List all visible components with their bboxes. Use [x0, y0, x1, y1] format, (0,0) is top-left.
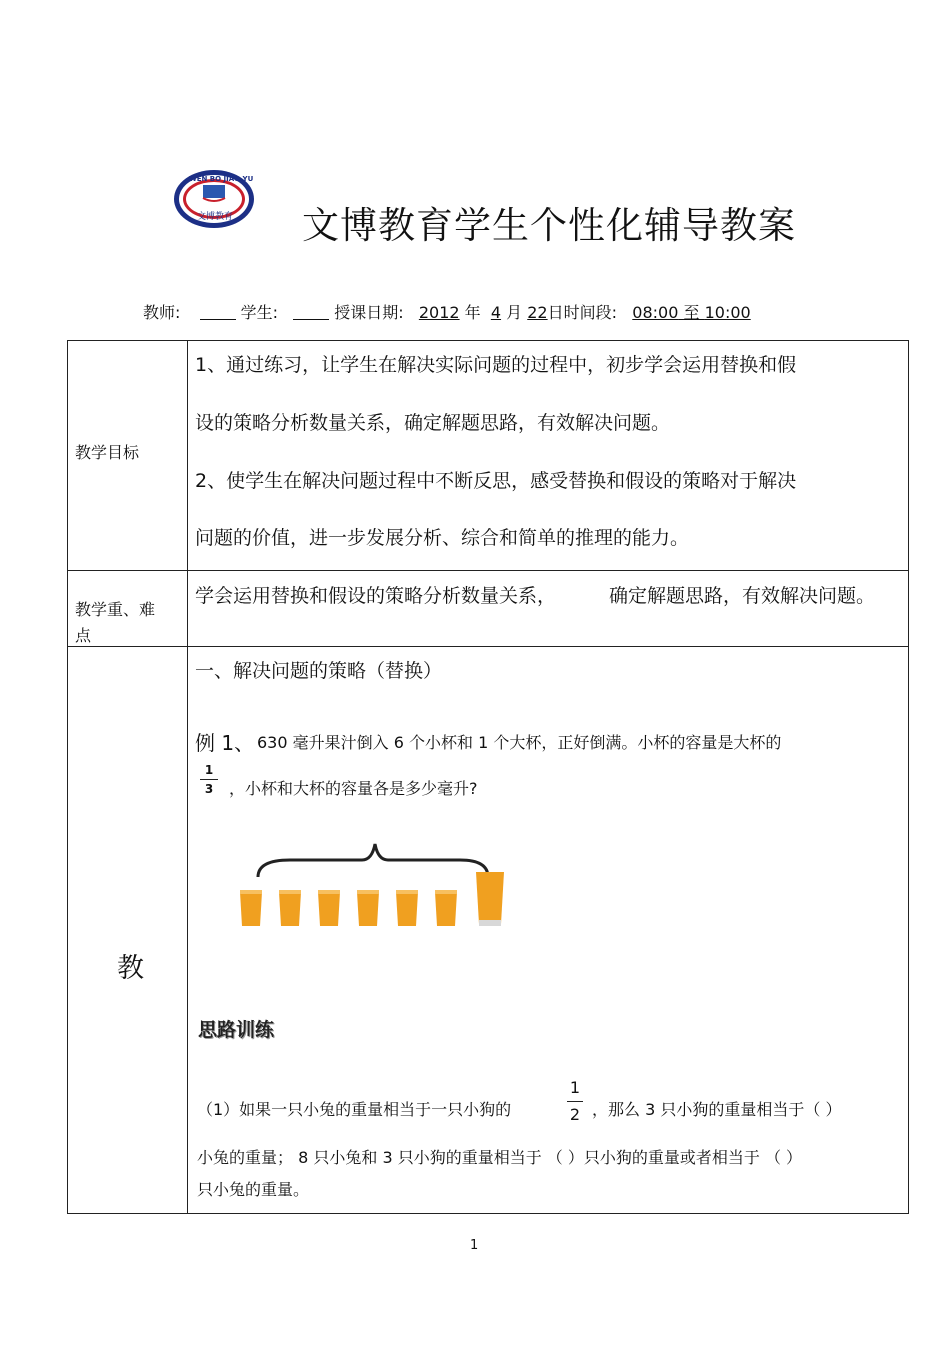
month-value: 4	[490, 303, 502, 322]
fraction-one-half-bar	[567, 1101, 583, 1102]
month-unit: 月	[506, 303, 523, 322]
question-1-part-1: （1）如果一只小兔的重量相当于一只小狗的	[197, 1100, 512, 1119]
teacher-label: 教师:	[143, 303, 181, 322]
small-cup-rim	[240, 890, 262, 894]
page-number: 1	[470, 1238, 479, 1253]
fraction-one-third-denominator: 3	[204, 782, 214, 796]
goal-line-4: 问题的价值，进一步发展分析、综合和简单的推理的能力。	[195, 527, 690, 549]
time-start: 08:00	[632, 303, 679, 322]
year-value: 2012	[418, 303, 460, 322]
logo-subtext: 文博教育	[197, 212, 234, 222]
logo	[173, 169, 255, 229]
example-text: 630 毫升果汁倒入 6 个小杯和 1 个大杯，正好倒满。小杯的容量是大杯的	[257, 733, 782, 752]
key-points-content-a: 学会运用替换和假设的策略分析数量关系，	[195, 585, 557, 607]
small-cup-rim	[396, 890, 418, 894]
example-tail: ，小杯和大杯的容量各是多少毫升?	[229, 779, 478, 798]
table-border-bottom	[67, 1213, 909, 1214]
small-cup-rim	[435, 890, 457, 894]
fraction-one-half	[567, 1080, 583, 1123]
time-range	[632, 303, 750, 322]
goal-line-2: 设的策略分析数量关系，确定解题思路，有效解决问题。	[195, 412, 671, 434]
year-unit: 年	[464, 303, 481, 322]
row-label-teach: 教	[117, 953, 144, 984]
row-label-key-points-1: 教学重、难	[75, 600, 156, 619]
table-border-right	[908, 340, 909, 1214]
teacher-blank	[200, 305, 236, 320]
small-cup	[318, 892, 340, 926]
row-label-key-points-2: 点	[75, 626, 92, 645]
day-unit: 日时间段:	[547, 303, 618, 322]
page-title: 文博教育学生个性化辅导教案	[302, 204, 796, 247]
small-cup	[240, 892, 262, 926]
goal-line-3: 2、使学生在解决问题过程中不断反思，感受替换和假设的策略对于解决	[195, 470, 797, 492]
small-cup-rim	[279, 890, 301, 894]
date-label: 授课日期:	[334, 303, 404, 322]
fraction-one-third-bar	[200, 779, 218, 780]
question-1-line-2: 小兔的重量； 8 只小兔和 3 只小狗的重量相当于 （ ）只小狗的重量或者相当于 （ ）	[197, 1148, 803, 1167]
student-blank	[293, 305, 329, 320]
table-row-divider-2	[67, 646, 909, 647]
large-cup	[476, 872, 504, 924]
table-border-top	[67, 340, 909, 341]
day-value: 22	[527, 303, 548, 322]
example-prefix: 例 1、	[195, 731, 255, 755]
small-cup	[396, 892, 418, 926]
fraction-one-third	[200, 764, 218, 795]
table-row-divider-1	[67, 570, 909, 571]
small-cup	[357, 892, 379, 926]
row-label-teaching-goals: 教学目标	[75, 443, 140, 462]
table-border-left	[67, 340, 68, 1214]
fraction-one-third-numerator: 1	[204, 763, 214, 777]
cups-illustration	[230, 840, 510, 930]
logo-text: WEN BO JIAO YU	[189, 175, 254, 183]
brace	[258, 844, 488, 877]
goal-line-1: 1、通过练习，让学生在解决实际问题的过程中，初步学会运用替换和假	[195, 354, 797, 376]
student-label: 学生:	[240, 303, 278, 322]
lesson-info	[143, 300, 751, 323]
small-cup-rim	[357, 890, 379, 894]
small-cup	[435, 892, 457, 926]
small-cup	[279, 892, 301, 926]
section-title: 思路训练	[198, 1019, 275, 1041]
key-points-content-b: 确定解题思路，有效解决问题。	[609, 585, 876, 607]
time-end: 10:00	[704, 303, 751, 322]
table-column-divider	[187, 340, 188, 1214]
question-1-part-2: ，那么 3 只小狗的重量相当于（ ）	[592, 1100, 842, 1119]
large-cup-base	[479, 920, 501, 926]
strategy-heading: 一、解决问题的策略（替换）	[195, 660, 443, 682]
time-sep: 至	[683, 303, 700, 322]
fraction-one-half-denominator: 2	[569, 1105, 581, 1124]
fraction-one-half-numerator: 1	[569, 1078, 581, 1097]
small-cup-rim	[318, 890, 340, 894]
lesson-table	[67, 340, 909, 1214]
question-1-line-3: 只小兔的重量。	[197, 1180, 310, 1199]
cups-svg	[230, 840, 510, 930]
